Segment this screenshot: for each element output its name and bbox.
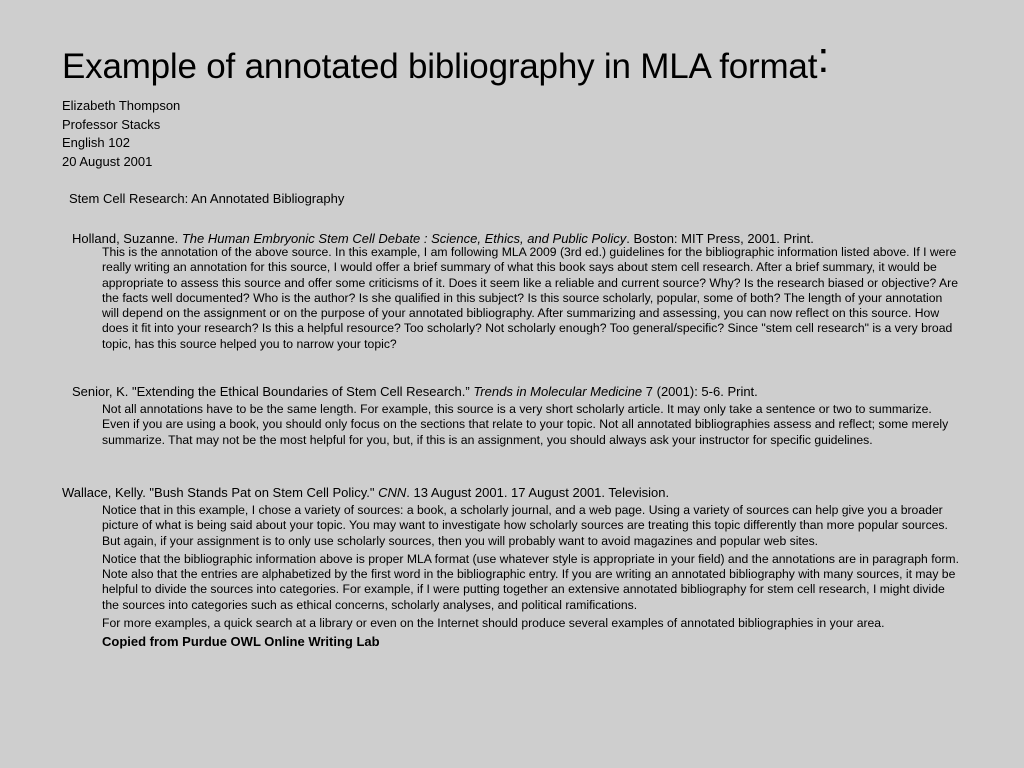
- citation: [62, 485, 669, 500]
- author-name: Elizabeth Thompson: [62, 98, 181, 113]
- paper-header: [62, 97, 180, 171]
- bibliography-entry: [62, 485, 669, 500]
- bibliography-entry: [72, 231, 814, 246]
- bibliography-title: Stem Cell Research: An Annotated Bibliography: [69, 191, 345, 206]
- annotation-paragraph: Notice that the bibliographic information above is proper MLA format (use whatever style is appropriate in your field) and the annotations are in paragraph form. Note also that the entries are alphabetized by the first word in the bibliographic entry. If you are writing an annotated bibliography with many sources, it may be helpful to divide the sources into categories. For example, if I were putting together an extensive annotated bibliography for stem cell research, I might divide the sources into categories such as ethical concerns, scholarly analyses, and political ramifications.: [102, 551, 959, 612]
- citation: [72, 384, 758, 399]
- citation-title: The Human Embryonic Stem Cell Debate : Science, Ethics, and Public Policy: [181, 231, 627, 246]
- paper-date: 20 August 2001: [62, 153, 153, 169]
- citation-details: . 13 August 2001. 17 August 2001. Television.: [406, 485, 670, 500]
- bibliography-entry: [72, 384, 758, 399]
- citation-author: Senior, K. "Extending the Ethical Boundaries of Stem Cell Research.”: [72, 384, 474, 399]
- citation-title: Trends in Molecular Medicine: [473, 384, 643, 399]
- annotation-paragraph: This is the annotation of the above source. In this example, I am following MLA 2009 (3rd ed.) guidelines for the bibliographic information listed above. If I were really writing an annotation for this source, I would offer a brief summary of what this book says about stem cell research. After a brief summary, it would be appropriate to assess this source and offer some criticisms of it. Does it seem like a reliable and current source? Why? Is the research biased or objective? Are the facts well documented? Who is the author? Is she qualified in this subject? Is this source scholarly, popular, some of both? The length of your annotation will depend on the assignment or on the purpose of your annotated bibliography. After summarizing and assessing, you can now reflect on this source. How does it fit into your research? Is this a helpful resource? Too scholarly? Not scholarly enough? Too general/specific? Since "stem cell research" is a very broad topic, has this source helped you to narrow your topic?: [102, 245, 959, 351]
- annotation-paragraph: Notice that in this example, I chose a variety of sources: a book, a scholarly journal, and a web page. Using a variety of sources can help give you a broader picture of what is being said about your topic. You may want to investigate how scholarly sources are treating this topic differently than more popular sources. But again, if your assignment is to only use scholarly sources, then you will probably want to avoid magazines and popular web sites.: [102, 503, 948, 548]
- citation-author: Wallace, Kelly. "Bush Stands Pat on Stem Cell Policy.": [62, 485, 379, 500]
- citation-author: Holland, Suzanne.: [72, 231, 182, 246]
- professor-name: Professor Stacks: [62, 116, 161, 132]
- annotation-paragraph: For more examples, a quick search at a library or even on the Internet should produce several examples of annotated bibliographies in your area.: [102, 616, 885, 631]
- slide-title-text: Example of annotated bibliography in MLA format: [62, 47, 818, 86]
- slide-title: [62, 33, 1002, 89]
- annotation-block: [102, 503, 962, 650]
- citation-details: 7 (2001): 5-6. Print.: [642, 384, 758, 399]
- slide-title-colon: :: [817, 33, 830, 82]
- citation-details: . Boston: MIT Press, 2001. Print.: [626, 231, 814, 246]
- annotation-block: [102, 402, 962, 448]
- annotation-block: [102, 245, 962, 352]
- citation-title: CNN: [378, 485, 407, 500]
- citation: [72, 231, 814, 246]
- source-credit: Copied from Purdue OWL Online Writing Lab: [102, 634, 380, 650]
- annotation-paragraph: Not all annotations have to be the same length. For example, this source is a very short scholarly article. It may only take a sentence or two to summarize. Even if you are using a book, you should only focus on the sections that relate to your topic. Not all annotated bibliographies assess and reflect; some merely summarize. That may not be the most helpful for you, but, if this is an assignment, you should always ask your instructor for specific guidelines.: [102, 402, 949, 447]
- course-name: English 102: [62, 135, 130, 150]
